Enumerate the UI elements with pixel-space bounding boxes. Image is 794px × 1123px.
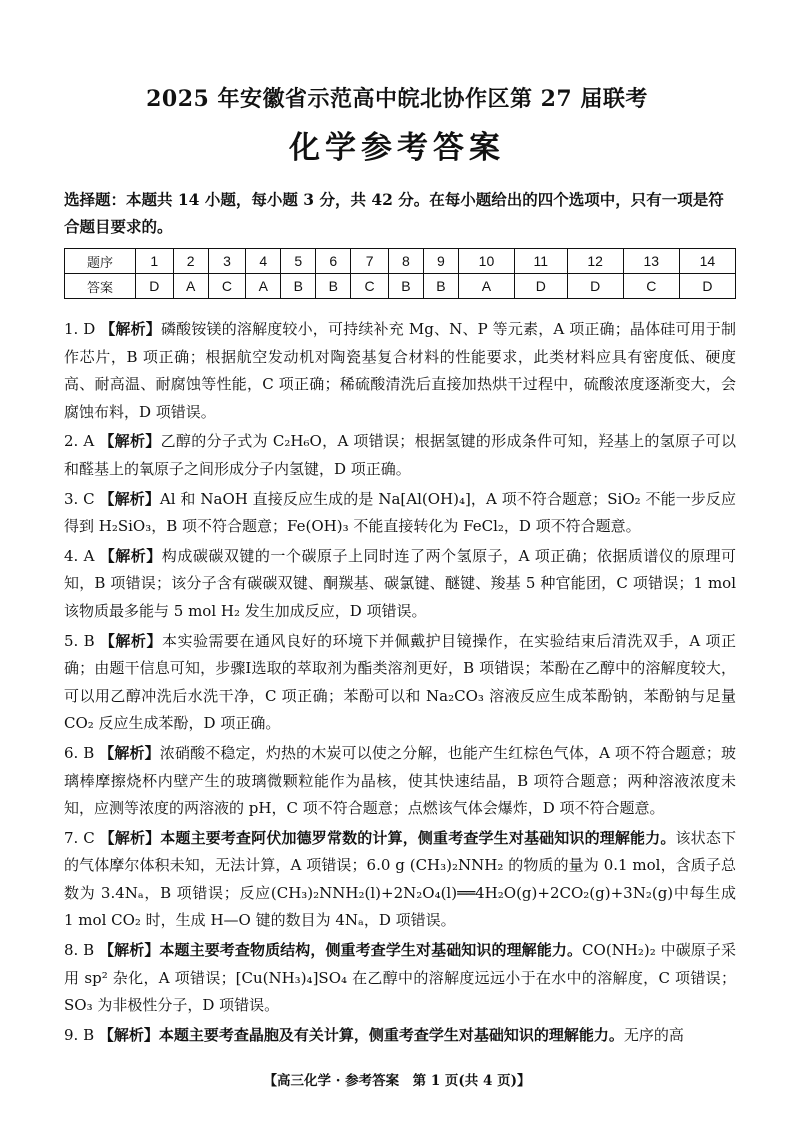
- question-number: 12: [567, 249, 623, 274]
- item-tag: 【解析】: [99, 631, 162, 650]
- item-text: 该状态下的气体摩尔体积未知，无法计算，A 项错误；6.0 g (CH₃)₂NNH₂ 的物质的量为 0.1 mol，含质子总数为 3.4Nₐ，B 项错误；反应(CH₃)₂NNH₂(l)+2N₂O₄(l)══4H₂O(g)+2CO₂(g)+3N₂(g)中每生成 1 mol CO₂ 时，生成 H—O 键的数目为 4Nₐ，D 项错误。: [64, 828, 736, 930]
- item-text: Al 和 NaOH 直接反应生成的是 Na[Al(OH)₄]，A 项不符合题意；SiO₂ 不能一步反应得到 H₂SiO₃，B 项不符合题意；Fe(OH)₃ 不能直接转化为 FeCl₂，D 项不符合题意。: [64, 489, 736, 536]
- item-tag: 【解析】: [99, 743, 160, 762]
- answer-cell: A: [246, 274, 281, 299]
- item-text: 构成碳碳双键的一个碳原子上同时连了两个氢原子，A 项正确；依据质谱仪的原理可知，B 项错误；该分子含有碳碳双键、酮羰基、碳氯键、醚键、羧基 5 种官能团，C 项错误；1 mol 该物质最多能与 5 mol H₂ 发生加成反应，D 项错误。: [64, 546, 736, 620]
- answer-cell: C: [351, 274, 389, 299]
- answer-cell: D: [679, 274, 735, 299]
- item-text: 磷酸铵镁的溶解度较小，可持续补充 Mg、N、P 等元素，A 项正确；晶体硅可用于制作芯片，B 项正确；根据航空发动机对陶瓷基复合材料的性能要求，此类材料应具有密度低、硬度高、耐高温、耐腐蚀等性能，C 项正确；稀硫酸清洗后直接加热烘干过程中，硫酸浓度逐渐变大，会腐蚀布料，D 项错误。: [64, 320, 736, 421]
- question-number: 2: [173, 249, 208, 274]
- explanation-item: [64, 428, 736, 483]
- answer-cell: B: [423, 274, 458, 299]
- item-text: 浓硝酸不稳定，灼热的木炭可以使之分解，也能产生红棕色气体，A 项不符合题意；玻璃棒摩擦烧杯内壁产生的玻璃微颗粒能作为晶核，使其快速结晶，B 项符合题意；两种溶液浓度未知，应测等浓度的两溶液的 pH，C 项不符合题意；点燃该气体会爆炸，D 项不符合题意。: [64, 743, 736, 818]
- item-tag: 【解析】本题主要考查晶胞及有关计算，侧重考查学生对基础知识的理解能力。: [98, 1025, 624, 1044]
- answer-cell: A: [173, 274, 208, 299]
- question-number: 1: [136, 249, 174, 274]
- item-answer: 5. B: [64, 631, 100, 650]
- item-answer: 3. C: [64, 489, 100, 508]
- answer-cell: C: [623, 274, 679, 299]
- answer-cell: B: [388, 274, 423, 299]
- question-number: 6: [316, 249, 351, 274]
- explanations-list: [64, 316, 736, 1051]
- item-text: 无序的高: [623, 1025, 684, 1044]
- item-tag: 【解析】本题主要考查物质结构，侧重考查学生对基础知识的理解能力。: [99, 941, 583, 960]
- explanation-item: [64, 1022, 736, 1050]
- explanation-item: [64, 543, 736, 626]
- item-answer: 8. B: [64, 941, 100, 960]
- explanation-item: [64, 486, 736, 541]
- item-tag: 【解析】: [99, 546, 162, 565]
- item-tag: 【解析】: [99, 432, 161, 451]
- item-answer: 6. B: [64, 743, 100, 762]
- question-number: 3: [208, 249, 246, 274]
- answer-cell: B: [281, 274, 316, 299]
- exam-title: 2025 年安徽省示范高中皖北协作区第 27 届联考: [146, 86, 648, 112]
- explanation-item: [64, 316, 736, 426]
- row-label-answer: 答案: [65, 274, 136, 299]
- explanation-item: [64, 740, 736, 823]
- row-label-question: 题序: [65, 249, 136, 274]
- item-answer: 7. C: [64, 828, 100, 847]
- question-number: 8: [388, 249, 423, 274]
- question-number: 11: [515, 249, 568, 274]
- answer-table: [64, 248, 736, 299]
- answer-row: [65, 274, 736, 299]
- answer-cell: B: [316, 274, 351, 299]
- question-number: 4: [246, 249, 281, 274]
- item-text: CO(NH₂)₂ 中碳原子采用 sp² 杂化，A 项错误；[Cu(NH₃)₄]SO₄ 在乙醇中的溶解度远远小于在水中的溶解度，C 项错误；SO₃ 为非极性分子，D 项错误。: [64, 941, 736, 1015]
- question-number: 14: [679, 249, 735, 274]
- item-answer: 4. A: [64, 546, 100, 565]
- item-answer: 9. B: [64, 1025, 99, 1044]
- document-subtitle: 化学参考答案: [289, 130, 505, 166]
- explanation-item: [64, 825, 736, 935]
- item-tag: 【解析】本题主要考查阿伏加德罗常数的计算，侧重考查学生对基础知识的理解能力。: [99, 828, 676, 847]
- question-number: 9: [423, 249, 458, 274]
- page-footer: 【高三化学 · 参考答案 第 1 页(共 4 页)】: [263, 1073, 531, 1089]
- item-text: 本实验需要在通风良好的环境下并佩戴护目镜操作，在实验结束后清洗双手，A 项正确；由题干信息可知，步骤Ⅰ选取的萃取剂为酯类溶剂更好，B 项错误；苯酚在乙醇中的溶解度较大，可以用乙醇冲洗后水洗干净，C 项正确；苯酚可以和 Na₂CO₃ 溶液反应生成苯酚钠，苯酚钠与足量 CO₂ 反应生成苯酚，D 项正确。: [64, 631, 737, 733]
- question-number-row: [65, 249, 736, 274]
- answer-cell: C: [208, 274, 246, 299]
- explanation-item: [64, 937, 736, 1020]
- item-tag: 【解析】: [100, 320, 161, 338]
- question-number: 10: [458, 249, 514, 274]
- section-instructions: 选择题：本题共 14 小题，每小题 3 分，共 42 分。在每小题给出的四个选项中，只有一项是符合题目要求的。: [64, 190, 724, 236]
- item-text: 乙醇的分子式为 C₂H₆O，A 项错误；根据氢键的形成条件可知，羟基上的氢原子可以和醛基上的氧原子之间形成分子内氢键，D 项正确。: [64, 432, 736, 478]
- question-number: 7: [351, 249, 389, 274]
- item-answer: 2. A: [64, 432, 100, 451]
- item-tag: 【解析】: [99, 489, 160, 508]
- question-number: 13: [623, 249, 679, 274]
- answer-cell: D: [567, 274, 623, 299]
- question-number: 5: [281, 249, 316, 274]
- answer-cell: A: [458, 274, 514, 299]
- answer-cell: D: [136, 274, 174, 299]
- item-answer: 1. D: [64, 320, 101, 338]
- answer-cell: D: [515, 274, 568, 299]
- explanation-item: [64, 628, 736, 738]
